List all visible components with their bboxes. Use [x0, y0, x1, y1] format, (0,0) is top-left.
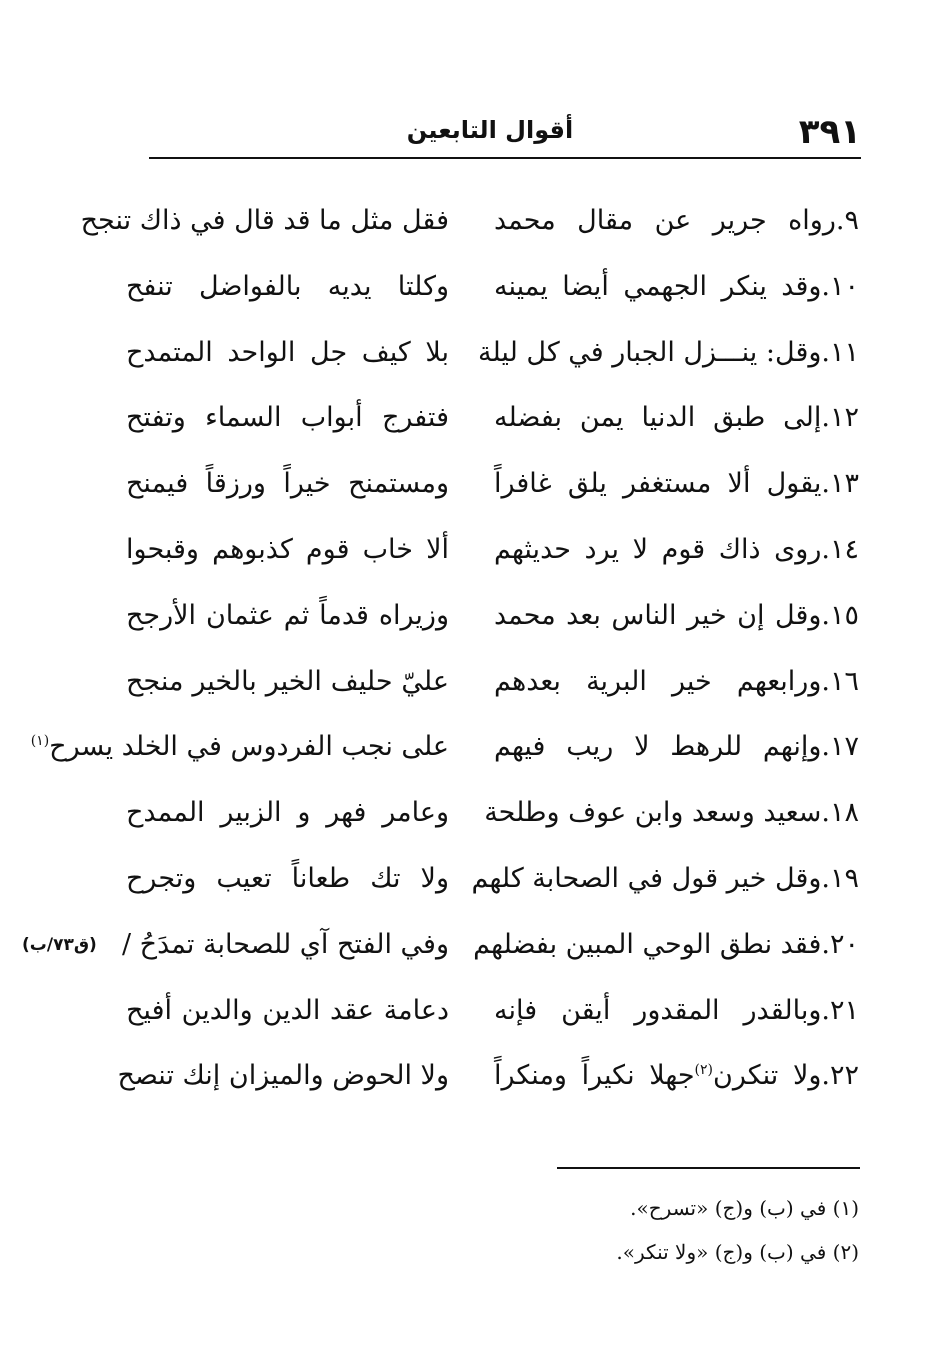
verse-line [0, 656, 929, 722]
first-hemistich: ١٢.إلى طبق الدنيا يمن بفضله [494, 402, 859, 434]
verse-line [0, 919, 929, 985]
hemistich-text: على نجب الفردوس في الخلد يسرح [49, 731, 449, 763]
second-hemistich: ولا تك طعاناً تعيب وتجرح [126, 862, 449, 894]
footnote: (١) في (ب) و(ج) «تسرح». [630, 1196, 859, 1220]
first-hemistich: ١٩.وقل خير قول في الصحابة كلهم [471, 862, 859, 894]
verse-line [0, 392, 929, 458]
second-hemistich: عليّ حليف الخير بالخير منجح [126, 665, 449, 697]
second-hemistich [30, 731, 449, 763]
first-hemistich: ١٧.وإنهم للرهط لا ريب فيهم [494, 731, 859, 763]
verse-line [0, 524, 929, 590]
verse-line [0, 721, 929, 787]
footnote-reference: (١) [30, 733, 50, 750]
verse-line [0, 787, 929, 853]
footnote: (٢) في (ب) و(ج) «ولا تنكر». [616, 1240, 859, 1264]
second-hemistich: ومستمنح خيراً ورزقاً فيمنح [126, 468, 449, 500]
second-hemistich: بلا كيف جل الواحد المتمدح [126, 336, 449, 368]
second-hemistich: ولا الحوض والميزان إنك تنصح [117, 1060, 449, 1092]
running-title: أقوال التابعين [406, 116, 574, 144]
first-hemistich: ١٨.سعيد وسعد وابن عوف وطلحة [484, 797, 859, 829]
first-hemistich: ١٤.روى ذاك قوم لا يرد حديثهم [494, 533, 859, 565]
verse-line [0, 458, 929, 524]
second-hemistich: فقل مثل ما قد قال في ذاك تنجح [80, 205, 449, 236]
first-hemistich: ١٦.ورابعهم خير البرية بعدهم [494, 665, 859, 697]
first-hemistich: ١٥.وقل إن خير الناس بعد محمد [494, 599, 859, 631]
verse-line [0, 1050, 929, 1116]
footnotes [459, 1190, 859, 1278]
first-hemistich: ١٣.يقول ألا مستغفر يلق غافراً [494, 468, 859, 500]
second-hemistich: وكلتا يديه بالفواضل تنفح [126, 270, 449, 302]
first-hemistich: ١١.وقل: ينـــزل الجبار في كل ليلة [478, 336, 859, 368]
second-hemistich: وفي الفتح آي للصحابة تمدَحُ / [121, 928, 449, 960]
verse-line [0, 195, 929, 261]
second-hemistich: وزيراه قدماً ثم عثمان الأرجح [126, 599, 449, 631]
verse-line [0, 327, 929, 393]
verse-line [0, 261, 929, 327]
first-hemistich [494, 1060, 859, 1091]
footnote-rule [557, 1167, 860, 1169]
second-hemistich: وعامر فهر و الزبير الممدح [126, 797, 449, 829]
verse-line [0, 985, 929, 1051]
footnote-reference: (٢) [694, 1062, 713, 1079]
hemistich-text: جهلا نكيراً ومنكراً [494, 1060, 695, 1092]
verse-line [0, 590, 929, 656]
first-hemistich: ٩.رواه جرير عن مقال محمد [494, 205, 859, 236]
verse-line [0, 853, 929, 919]
second-hemistich: فتفرج أبواب السماء وتفتح [126, 402, 449, 434]
second-hemistich: دعامة عقد الدين والدين أفيح [126, 994, 449, 1026]
second-hemistich: ألا خاب قوم كذبوهم وقبحوا [126, 533, 449, 565]
manuscript-folio-note: (ق٧٣/ب) [22, 934, 97, 955]
header-rule [149, 157, 861, 159]
page-number: ٣٩١ [798, 112, 861, 152]
first-hemistich: ٢١.وبالقدر المقدور أيقن فإنه [494, 994, 859, 1026]
poem-verses [0, 195, 929, 1116]
first-hemistich: ٢٠.فقد نطق الوحي المبين بفضلهم [473, 928, 859, 960]
hemistich-text: ٢٢.ولا تنكرن [713, 1060, 860, 1092]
first-hemistich: ١٠.وقد ينكر الجهمي أيضا يمينه [494, 270, 859, 302]
